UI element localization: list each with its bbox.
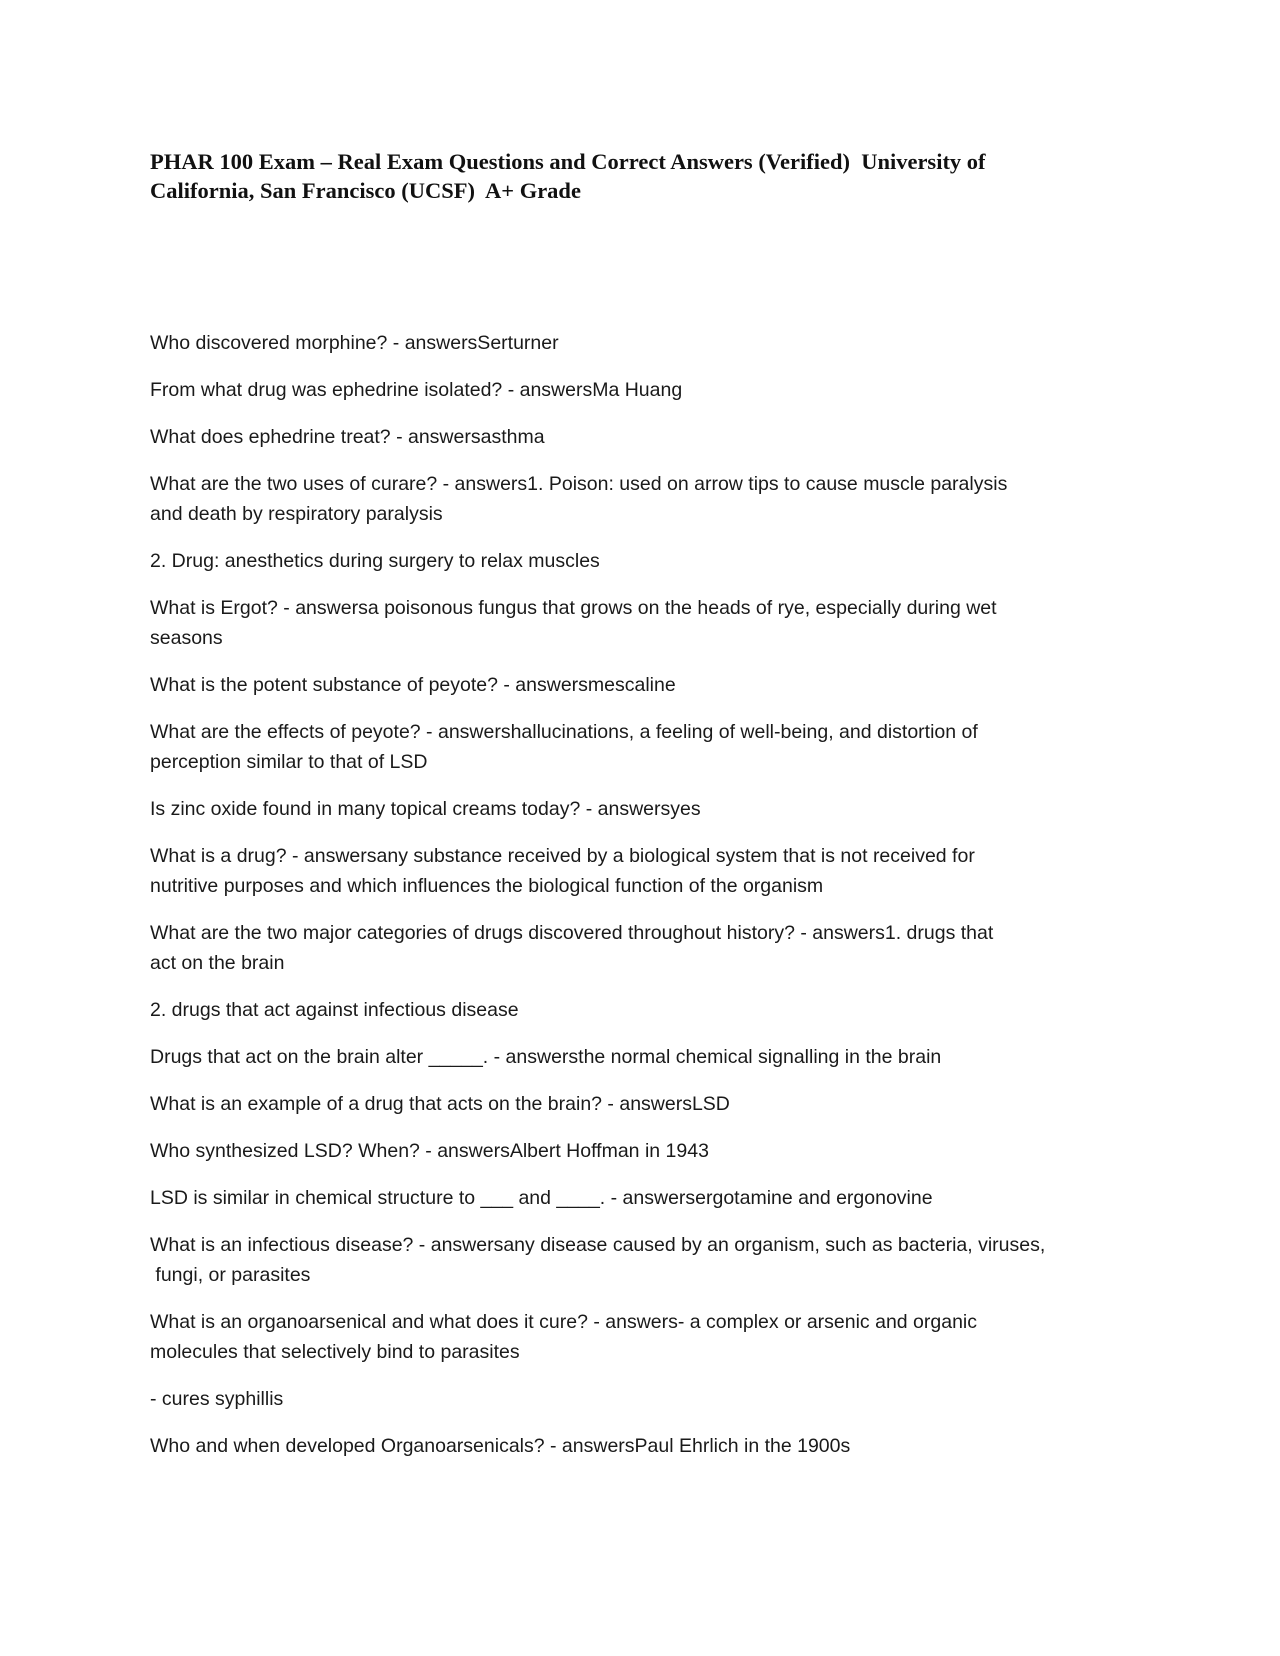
qa-line: act on the brain [150, 952, 285, 974]
document-title [150, 147, 1110, 205]
qa-entry [150, 1183, 1130, 1213]
qa-line: From what drug was ephedrine isolated? - answersMa Huang [150, 379, 683, 401]
qa-entry [150, 1089, 1130, 1119]
qa-entry [150, 469, 1130, 529]
qa-line: Drugs that act on the brain alter _____. - answersthe normal chemical signalling in the brain [150, 1046, 942, 1068]
qa-entry [150, 328, 1130, 358]
qa-line: What is an infectious disease? - answersany disease caused by an organism, such as bacteria, viruses, [150, 1234, 1046, 1256]
qa-entry [150, 670, 1130, 700]
qa-line: Who discovered morphine? - answersSerturner [150, 332, 559, 354]
qa-entry [150, 918, 1130, 978]
qa-line: What is Ergot? - answersa poisonous fungus that grows on the heads of rye, especially during wet [150, 597, 997, 619]
qa-line: - cures syphillis [150, 1388, 284, 1410]
qa-entry [150, 794, 1130, 824]
qa-line: 2. drugs that act against infectious disease [150, 999, 519, 1021]
qa-line: What is an organoarsenical and what does it cure? - answers- a complex or arsenic and organic [150, 1311, 978, 1333]
qa-entry [150, 1384, 1130, 1414]
qa-entry [150, 717, 1130, 777]
qa-line: What is the potent substance of peyote? - answersmescaline [150, 674, 676, 696]
qa-entry [150, 1307, 1130, 1367]
qa-entry [150, 1042, 1130, 1072]
qa-line: Is zinc oxide found in many topical creams today? - answersyes [150, 798, 701, 820]
qa-entry [150, 546, 1130, 576]
qa-line: What are the two major categories of drugs discovered throughout history? - answers1. drugs that [150, 922, 994, 944]
qa-entry [150, 1431, 1130, 1461]
qa-line: Who and when developed Organoarsenicals? - answersPaul Ehrlich in the 1900s [150, 1435, 851, 1457]
qa-line: What are the two uses of curare? - answers1. Poison: used on arrow tips to cause muscle paralysis [150, 473, 1008, 495]
qa-entry [150, 1136, 1130, 1166]
qa-entry [150, 841, 1130, 901]
qa-line: Who synthesized LSD? When? - answersAlbert Hoffman in 1943 [150, 1140, 709, 1162]
qa-line: LSD is similar in chemical structure to ___ and ____. - answersergotamine and ergonovine [150, 1187, 933, 1209]
qa-entry [150, 995, 1130, 1025]
qa-line: molecules that selectively bind to parasites [150, 1341, 520, 1363]
qa-line: What is an example of a drug that acts on the brain? - answersLSD [150, 1093, 730, 1115]
qa-line: seasons [150, 627, 223, 649]
title-line: PHAR 100 Exam – Real Exam Questions and Correct Answers (Verified) University of [150, 149, 986, 174]
qa-line: What is a drug? - answersany substance received by a biological system that is not received for [150, 845, 975, 867]
qa-line: fungi, or parasites [150, 1264, 311, 1286]
qa-entry [150, 375, 1130, 405]
title-line: California, San Francisco (UCSF) A+ Grade [150, 178, 581, 203]
qa-line: 2. Drug: anesthetics during surgery to relax muscles [150, 550, 600, 572]
qa-line: What are the effects of peyote? - answershallucinations, a feeling of well-being, and distortion of [150, 721, 978, 743]
qa-line: nutritive purposes and which influences the biological function of the organism [150, 875, 824, 897]
qa-line: What does ephedrine treat? - answersasthma [150, 426, 545, 448]
qa-line: perception similar to that of LSD [150, 751, 428, 773]
qa-entry [150, 1230, 1130, 1290]
qa-list [150, 328, 1130, 1478]
qa-line: and death by respiratory paralysis [150, 503, 443, 525]
qa-entry [150, 593, 1130, 653]
qa-entry [150, 422, 1130, 452]
